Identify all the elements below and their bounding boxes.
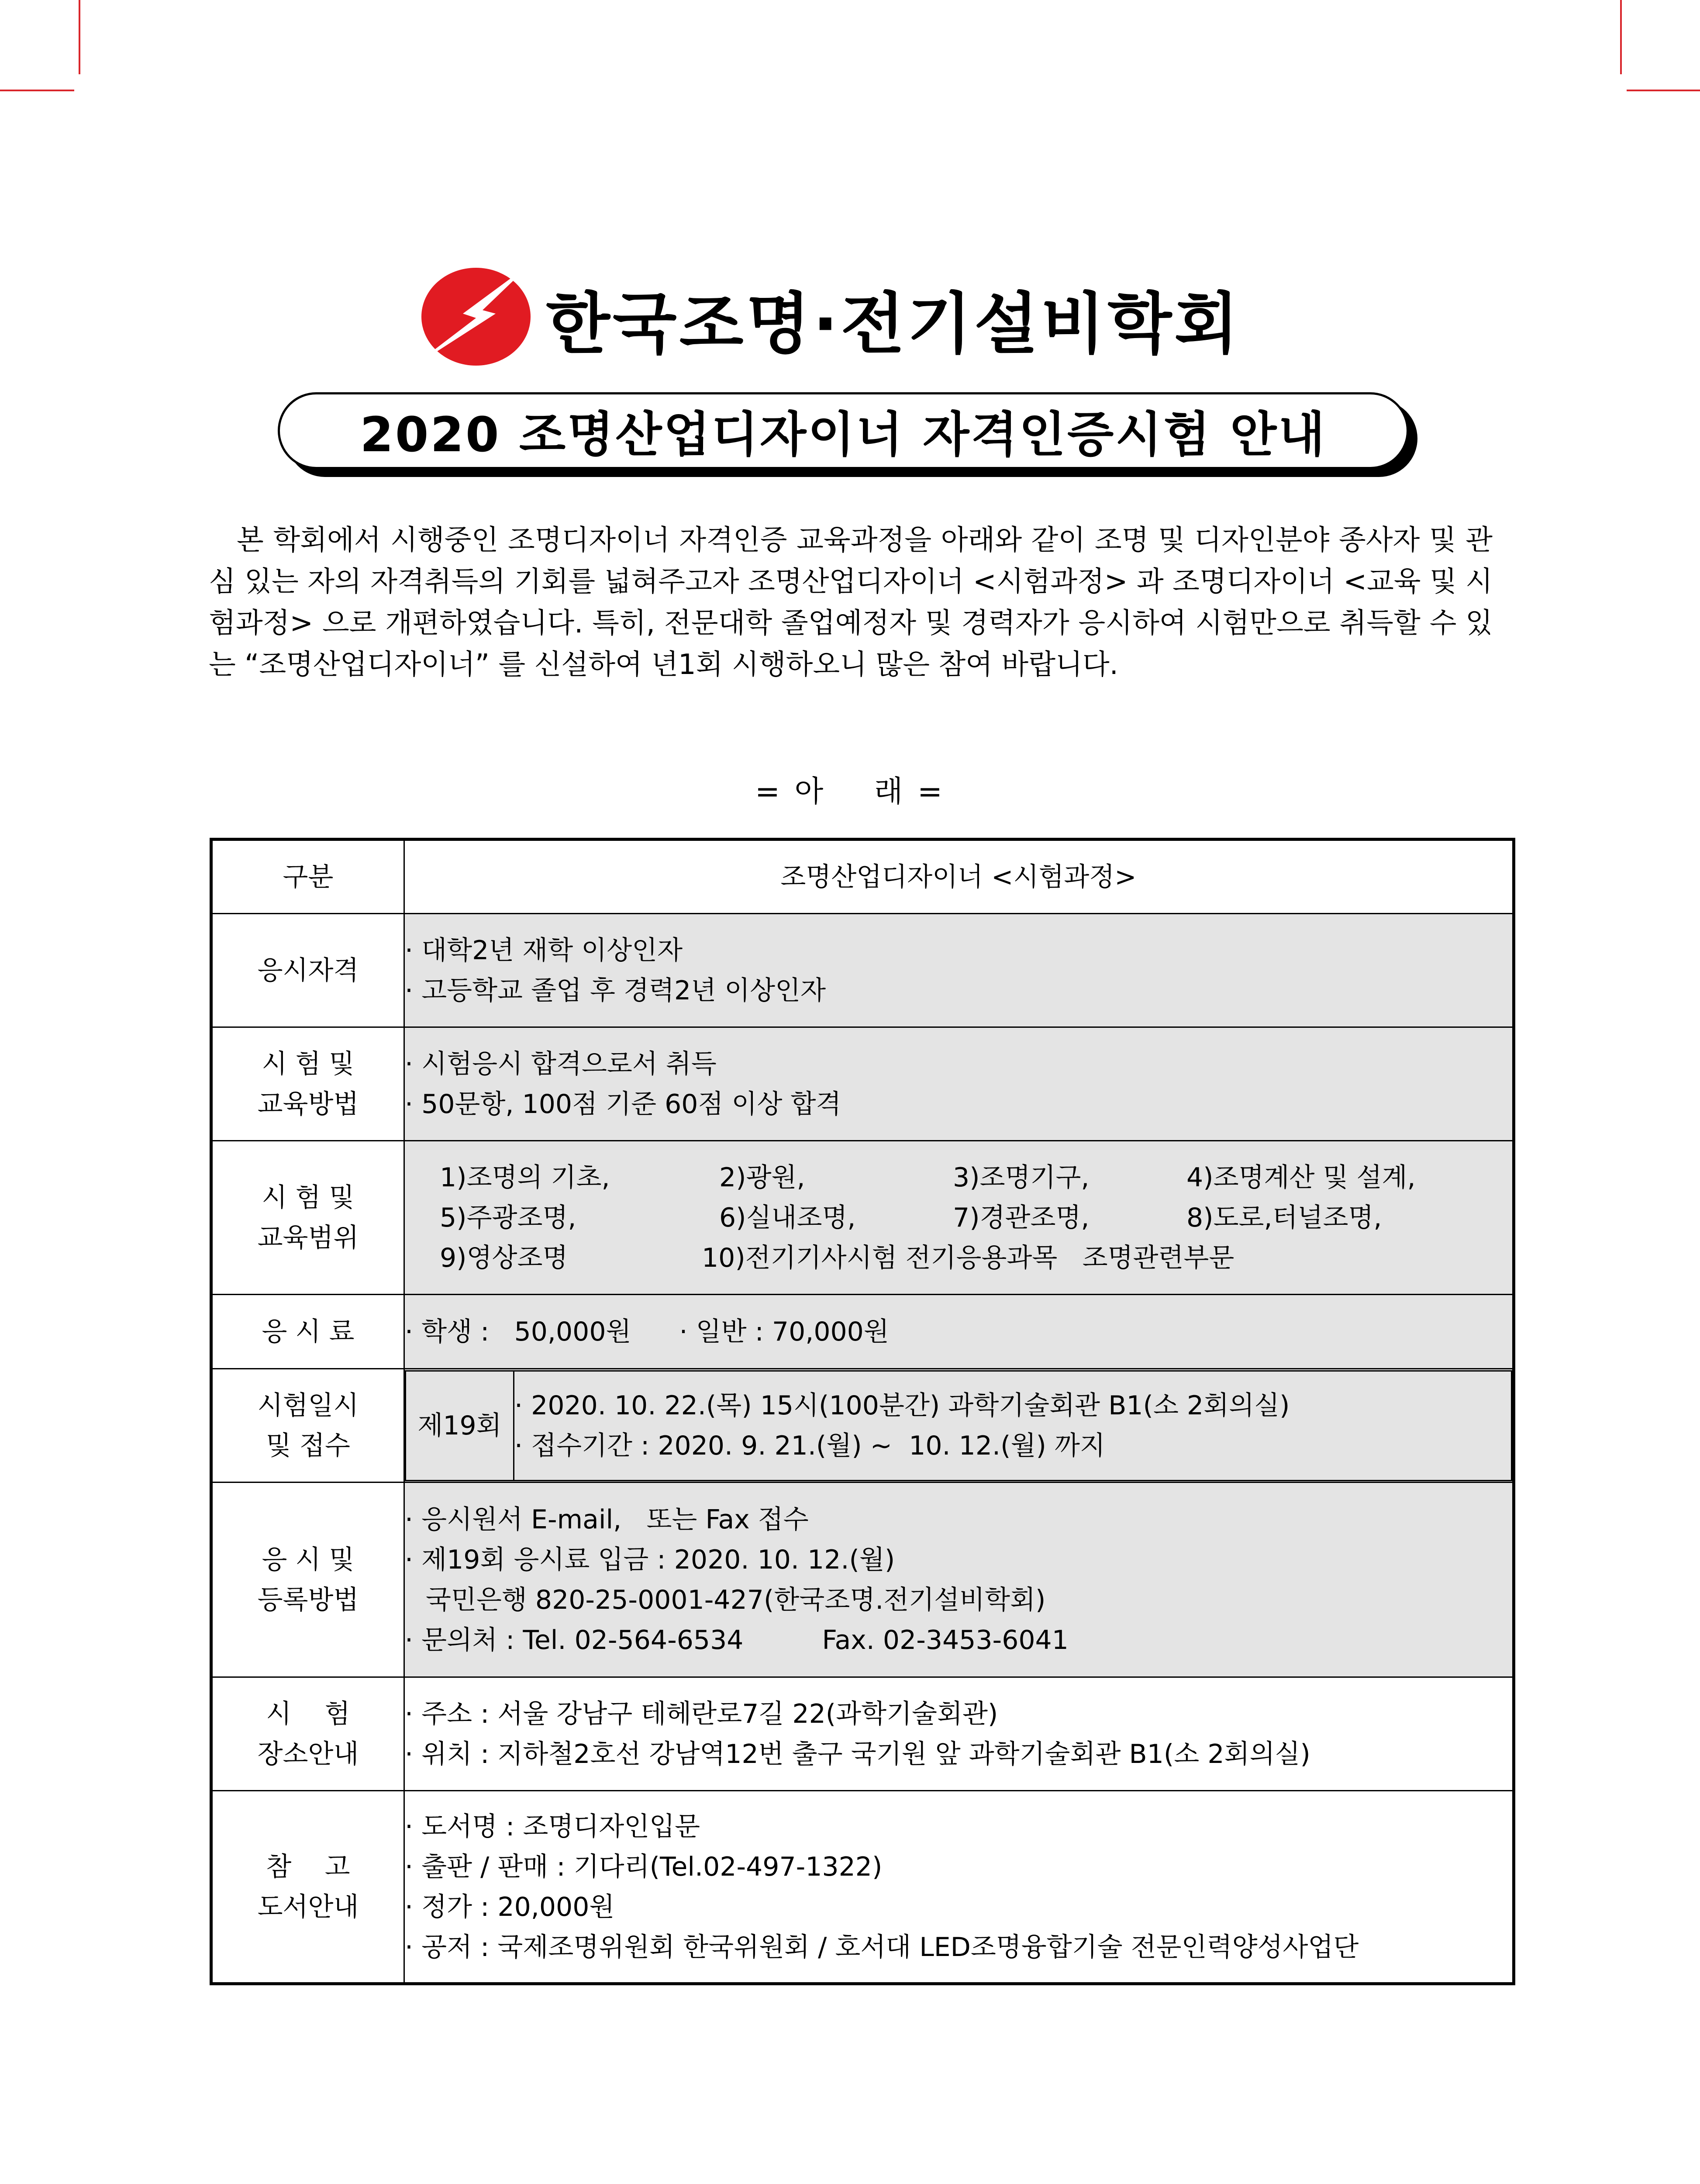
scope-item: 4)조명계산 및 설계, <box>1186 1162 1416 1193</box>
scope-item: 2)광원, <box>719 1162 805 1193</box>
list-item: · 주소 : 서울 강남구 테헤란로7길 22(과학기술회관) <box>405 1698 998 1729</box>
info-table <box>210 838 1515 1985</box>
list-item: · 고등학교 졸업 후 경력2년 이상인자 <box>405 975 826 1006</box>
fee-label: 응 시 료 <box>211 1295 404 1369</box>
fee-student: · 학생 : 50,000원 <box>405 1316 631 1347</box>
list-item: · 위치 : 지하철2호선 강남역12번 출구 국기원 앞 과학기술회관 B1(소 2회의실) <box>405 1738 1310 1769</box>
section-marker: = 아 래 = <box>755 774 945 809</box>
table-row-qualification <box>211 914 1514 1027</box>
list-item: · 접수기간 : 2020. 9. 21.(월) ~ 10. 12.(월) 까지 <box>514 1430 1105 1461</box>
scope-item: 7)경관조명, <box>953 1202 1090 1233</box>
scope-item: 1)조명의 기초, <box>440 1162 610 1193</box>
org-name: 한국조명·전기설비학회 <box>546 285 1241 363</box>
crop-mark-top-left-h <box>0 90 74 91</box>
list-item: · 대학2년 재학 이상인자 <box>405 935 683 966</box>
list-item: · 제19회 응시료 입금 : 2020. 10. 12.(월) <box>405 1544 895 1575</box>
intro-paragraph <box>209 520 1493 686</box>
venue-content <box>404 1677 1514 1791</box>
list-item: · 2020. 10. 22.(목) 15시(100분간) 과학기술회관 B1(소 2회의실) <box>514 1390 1290 1421</box>
method-label: 시 험 및 교육방법 <box>211 1027 404 1141</box>
table-row-venue <box>211 1677 1514 1791</box>
venue-label: 시 험 장소안내 <box>211 1677 404 1791</box>
list-item: · 정가 : 20,000원 <box>405 1891 615 1922</box>
qualification-content <box>404 914 1514 1027</box>
table-row-books <box>211 1791 1514 1984</box>
list-item: · 도서명 : 조명디자인입문 <box>405 1811 700 1842</box>
scope-item: 3)조명기구, <box>953 1162 1090 1193</box>
contact-fax: Fax. 02-3453-6041 <box>822 1624 1069 1655</box>
scope-item: 8)도로,터널조명, <box>1186 1202 1382 1233</box>
header-content: 조명산업디자이너 <시험과정> <box>404 840 1514 914</box>
crop-mark-top-left-v <box>79 0 80 74</box>
scope-item: 6)실내조명, <box>719 1202 856 1233</box>
fee-content <box>404 1295 1514 1369</box>
table-row-scope <box>211 1141 1514 1295</box>
list-item: · 50문항, 100점 기준 60점 이상 합격 <box>405 1089 841 1120</box>
crop-mark-top-right-v <box>1620 0 1622 74</box>
method-content <box>404 1027 1514 1141</box>
scope-item: 5)주광조명, <box>440 1202 576 1233</box>
scope-content <box>404 1141 1514 1295</box>
registration-content <box>404 1482 1514 1677</box>
page-title: 2020 조명산업디자이너 자격인증시험 안내 <box>360 407 1327 463</box>
scope-item: 9)영상조명 <box>440 1242 568 1273</box>
title-banner <box>278 392 1422 479</box>
scope-label: 시 험 및 교육범위 <box>211 1141 404 1295</box>
bank-account: 국민은행 820-25-0001-427(한국조명.전기설비학회) <box>426 1584 1046 1615</box>
schedule-label: 시험일시 및 접수 <box>211 1369 404 1482</box>
books-label: 참 고 도서안내 <box>211 1791 404 1984</box>
schedule-content <box>514 1371 1512 1480</box>
contact-tel: · 문의처 : Tel. 02-564-6534 <box>405 1624 744 1655</box>
scope-item: 10)전기기사시험 전기응용과목 조명관련부문 <box>702 1242 1234 1273</box>
list-item: · 시험응시 합격으로서 취득 <box>405 1048 717 1079</box>
table-row-fee <box>211 1295 1514 1369</box>
registration-label: 응 시 및 등록방법 <box>211 1482 404 1677</box>
table-row-schedule <box>211 1369 1514 1482</box>
list-item: · 공저 : 국제조명위원회 한국위원회 / 호서대 LED조명융합기술 전문인력양성사업단 <box>405 1932 1359 1963</box>
list-item: · 출판 / 판매 : 기다리(Tel.02-497-1322) <box>405 1851 883 1882</box>
header-label: 구분 <box>211 840 404 914</box>
table-row-method <box>211 1027 1514 1141</box>
fee-general: · 일반 : 70,000원 <box>679 1316 889 1347</box>
table-row-registration <box>211 1482 1514 1677</box>
org-logo <box>402 262 1301 376</box>
list-item: · 응시원서 E-mail, 또는 Fax 접수 <box>405 1504 809 1535</box>
intro-text: 본 학회에서 시행중인 조명디자이너 자격인증 교육과정을 아래와 같이 조명 및 디자인분야 종사자 및 관심 있는 자의 자격취득의 기회를 넓혀주고자 조명산업디자이너 <시험과정> 과 조명디자이너 <교육 및 시험과정> 으로 개편하였습니다. 특히, 전문대학 졸업예정자 및 경력자가 응시하여 시험만으로 취득할 수 있는 “조명산업디자이너” 를 신설하여 년1회 시행하오니 많은 참여 바랍니다. <box>209 524 1493 681</box>
table-row-header <box>211 840 1514 914</box>
qualification-label: 응시자격 <box>211 914 404 1027</box>
lightning-logo-icon <box>402 262 533 371</box>
books-content <box>404 1791 1514 1984</box>
crop-mark-top-right-h <box>1627 90 1700 91</box>
schedule-round: 제19회 <box>406 1371 514 1480</box>
